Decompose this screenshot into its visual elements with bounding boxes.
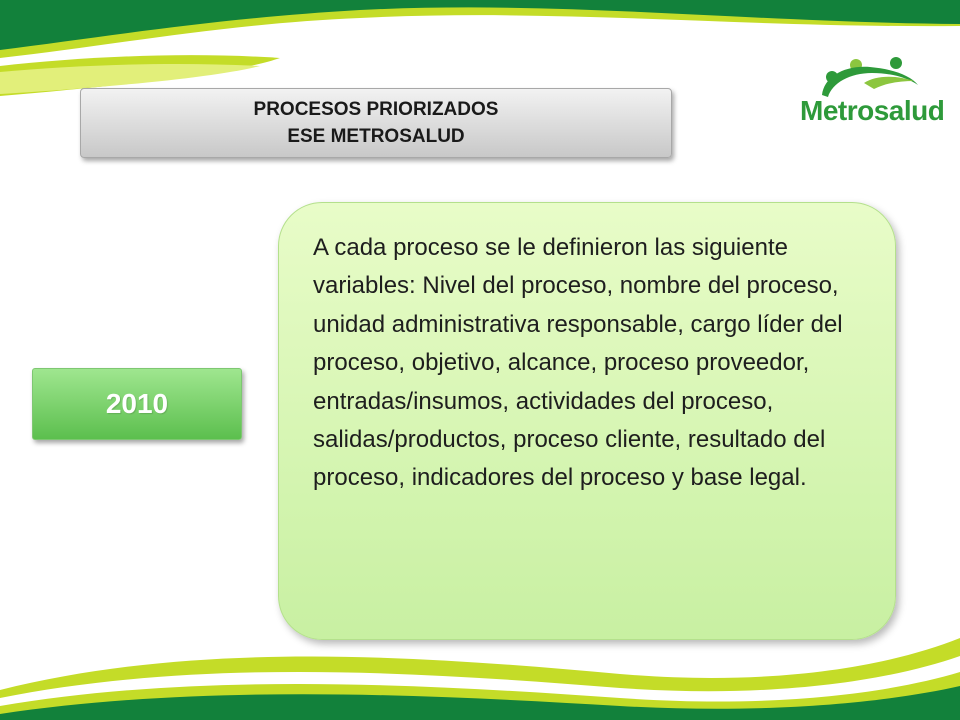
year-box xyxy=(32,368,242,440)
content-box xyxy=(278,202,896,640)
title-box xyxy=(80,88,672,158)
year-label: 2010 xyxy=(105,388,169,419)
title-line-1: PROCESOS PRIORIZADOS xyxy=(253,99,499,120)
title-line-2: ESE METROSALUD xyxy=(287,126,465,147)
metrosalud-logo xyxy=(800,55,945,135)
logo-text: Metrosalud xyxy=(800,95,945,126)
content-text: A cada proceso se le definieron las siguiente variables: Nivel del proceso, nombre del proceso, unidad administrativa responsable, cargo líder del proceso, objetivo, alcance, proceso proveedor, entradas/insumos, actividades del proceso, salidas/productos, proceso cliente, resultado del proceso, indicadores del proceso y base legal. xyxy=(313,234,843,492)
logo-figures-icon xyxy=(800,55,940,99)
